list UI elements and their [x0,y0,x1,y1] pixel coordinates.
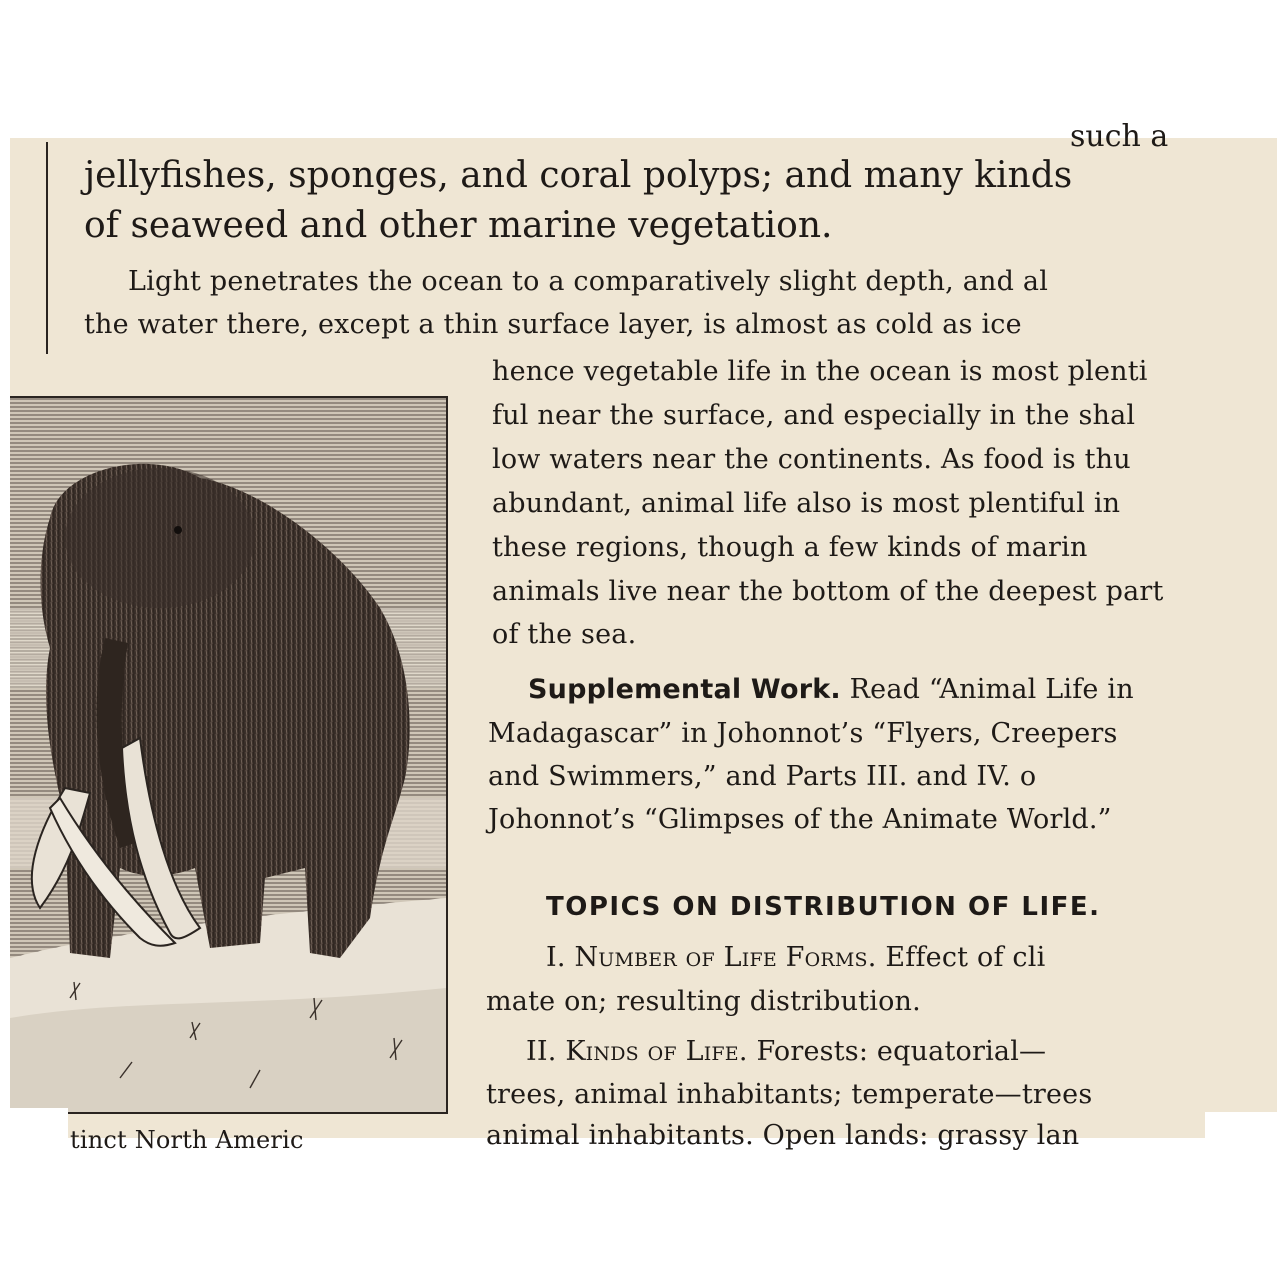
supplemental-line-1 [528,676,1134,703]
topic-2-text: Forests: equatorial— [756,1036,1047,1067]
topics-heading: TOPICS ON DISTRIBUTION OF LIFE. [546,892,1101,922]
para2-line-6: abundant, animal life also is most plentiful in [492,488,1121,519]
topic-1-text: Effect of cli [885,942,1046,973]
para2-line-1: Light penetrates the ocean to a comparatively slight depth, and al [128,266,1049,297]
supplemental-line-3: and Swimmers,” and Parts III. and IV. o [488,761,1037,792]
supplemental-line-2: Madagascar” in Johonnot’s “Flyers, Creepers [488,718,1118,749]
topic-1-line [546,944,1045,971]
mammoth-illustration [10,396,448,1114]
supplemental-label: Supplemental Work. [528,674,841,705]
para2-line-4: ful near the surface, and especially in the shal [492,400,1136,431]
topic-2-title: Kinds of Life. [565,1036,748,1067]
para2-line-9: of the sea. [492,619,637,650]
para2-line-2: the water there, except a thin surface layer, is almost as cold as ice [84,309,1022,340]
top-cut-fragment: such a [1070,119,1169,154]
column-rule [46,142,48,354]
topic-1-continuation: mate on; resulting distribution. [486,986,921,1017]
supplemental-line-4: Johonnot’s “Glimpses of the Animate World.” [488,804,1112,835]
topic-2-cut-line: animal inhabitants. Open lands: grassy lan [486,1120,1080,1151]
topic-1-title: Number of Life Forms. [574,942,877,973]
para1-line-2: of seaweed and other marine vegetation. [84,205,833,246]
supplemental-text-1: Read “Animal Life in [849,674,1134,705]
topic-2-number: II. [526,1036,557,1067]
caption-cut-fragment: tinct North Americ [70,1126,304,1154]
para1-line-1: jellyfishes, sponges, and coral polyps; and many kinds [84,155,1073,196]
para2-line-7: these regions, though a few kinds of marin [492,532,1088,563]
topic-1-number: I. [546,942,566,973]
para2-line-8: animals live near the bottom of the deepest part [492,576,1164,607]
mammoth-engraving-icon [10,398,446,1112]
topic-2-line [526,1038,1046,1065]
para2-line-5: low waters near the continents. As food is thu [492,444,1131,475]
book-page [10,119,1277,1154]
topic-2-continuation: trees, animal inhabitants; temperate—trees [486,1079,1093,1110]
para2-line-3: hence vegetable life in the ocean is most plenti [492,356,1148,387]
paper-notch-left [10,1108,68,1148]
paper-notch-right [1205,1112,1277,1152]
